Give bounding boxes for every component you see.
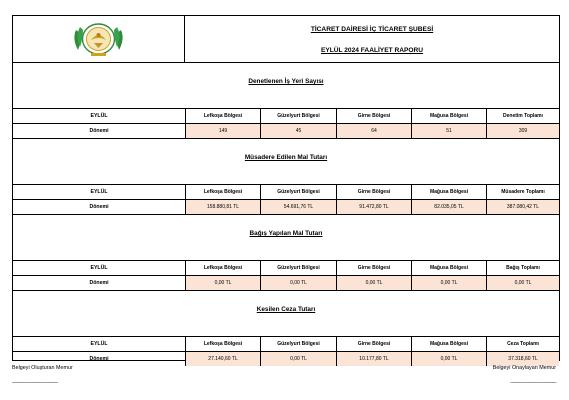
table-row <box>13 124 559 138</box>
table-header-row <box>13 260 559 276</box>
total-cell: 37.318,60 TL <box>486 352 559 366</box>
column-header: Lefkoşa Bölgesi <box>185 261 260 275</box>
signature-line-left: ____________________ <box>12 378 58 384</box>
value-cell: 0,00 TL <box>260 276 336 290</box>
value-cell: 54.691,76 TL <box>260 200 336 214</box>
value-cell: 45 <box>260 124 336 138</box>
value-cell: 10.177,80 TL <box>336 352 411 366</box>
value-cell: 0,00 TL <box>411 352 486 366</box>
column-header: Ceza Toplamı <box>486 337 559 351</box>
period-label: Dönemi <box>89 204 109 210</box>
table-row <box>13 276 559 290</box>
period-label: Dönemi <box>89 356 109 362</box>
table-header-row <box>13 108 559 124</box>
value-cell: 158.880,81 TL <box>185 200 260 214</box>
total-cell: 0,00 TL <box>486 276 559 290</box>
column-header: Lefkoşa Bölgesi <box>185 185 260 199</box>
title-cell <box>185 16 559 62</box>
government-emblem-icon <box>70 20 127 58</box>
approved-by-label: Belgeyi Onaylayan Memur <box>492 365 556 371</box>
section-title: Bağış Yapılan Mal Tutarı <box>249 230 323 237</box>
column-header: Mağusa Bölgesi <box>411 109 486 123</box>
value-cell: 91.472,80 TL <box>336 200 411 214</box>
period-label: EYLÜL <box>90 265 108 271</box>
report-period-title: EYLÜL 2024 FAALİYET RAPORU <box>320 47 424 54</box>
report-frame <box>12 15 560 361</box>
column-header: Girne Bölgesi <box>336 337 411 351</box>
signature-line-right: ____________________ <box>510 378 556 384</box>
column-header: Mağusa Bölgesi <box>411 261 486 275</box>
report-office-title: TİCARET DAİRESİ İÇ TİCARET ŞUBESİ <box>310 26 434 33</box>
value-cell: 0,00 TL <box>260 352 336 366</box>
table-header-row <box>13 336 559 352</box>
section-confiscated-goods <box>13 139 559 215</box>
period-label: EYLÜL <box>90 113 108 119</box>
column-header: Mağusa Bölgesi <box>411 185 486 199</box>
column-header: Müsadere Toplamı <box>486 185 559 199</box>
column-header: Güzelyurt Bölgesi <box>260 185 336 199</box>
column-header: Bağış Toplamı <box>486 261 559 275</box>
value-cell: 82.035,05 TL <box>411 200 486 214</box>
table-header-row <box>13 184 559 200</box>
period-label: EYLÜL <box>90 341 108 347</box>
period-label: EYLÜL <box>90 189 108 195</box>
section-fines-issued <box>13 291 559 366</box>
value-cell: 0,00 TL <box>336 276 411 290</box>
logo-cell <box>13 16 185 62</box>
column-header: Lefkoşa Bölgesi <box>185 337 260 351</box>
column-header: Girne Bölgesi <box>336 261 411 275</box>
column-header: Girne Bölgesi <box>336 185 411 199</box>
period-label: Dönemi <box>89 128 109 134</box>
section-audited-workplaces <box>13 63 559 139</box>
section-title: Kesilen Ceza Tutarı <box>256 306 316 313</box>
report-header <box>13 16 559 63</box>
section-title: Müsadere Edilen Mal Tutarı <box>244 154 328 161</box>
prepared-by-label: Belgeyi Oluşturan Memur <box>12 365 73 371</box>
value-cell: 0,00 TL <box>411 276 486 290</box>
value-cell: 64 <box>336 124 411 138</box>
value-cell: 27.140,60 TL <box>185 352 260 366</box>
period-label: Dönemi <box>89 280 109 286</box>
column-header: Girne Bölgesi <box>336 109 411 123</box>
value-cell: 0,00 TL <box>185 276 260 290</box>
section-title: Denetlenen İş Yeri Sayısı <box>248 78 324 85</box>
column-header: Denetim Toplamı <box>486 109 559 123</box>
column-header: Güzelyurt Bölgesi <box>260 337 336 351</box>
table-row <box>13 352 559 366</box>
column-header: Güzelyurt Bölgesi <box>260 109 336 123</box>
section-donated-goods <box>13 215 559 291</box>
column-header: Lefkoşa Bölgesi <box>185 109 260 123</box>
total-cell: 309 <box>486 124 559 138</box>
value-cell: 149 <box>185 124 260 138</box>
total-cell: 387.080,42 TL <box>486 200 559 214</box>
value-cell: 51 <box>411 124 486 138</box>
table-row <box>13 200 559 214</box>
column-header: Mağusa Bölgesi <box>411 337 486 351</box>
column-header: Güzelyurt Bölgesi <box>260 261 336 275</box>
